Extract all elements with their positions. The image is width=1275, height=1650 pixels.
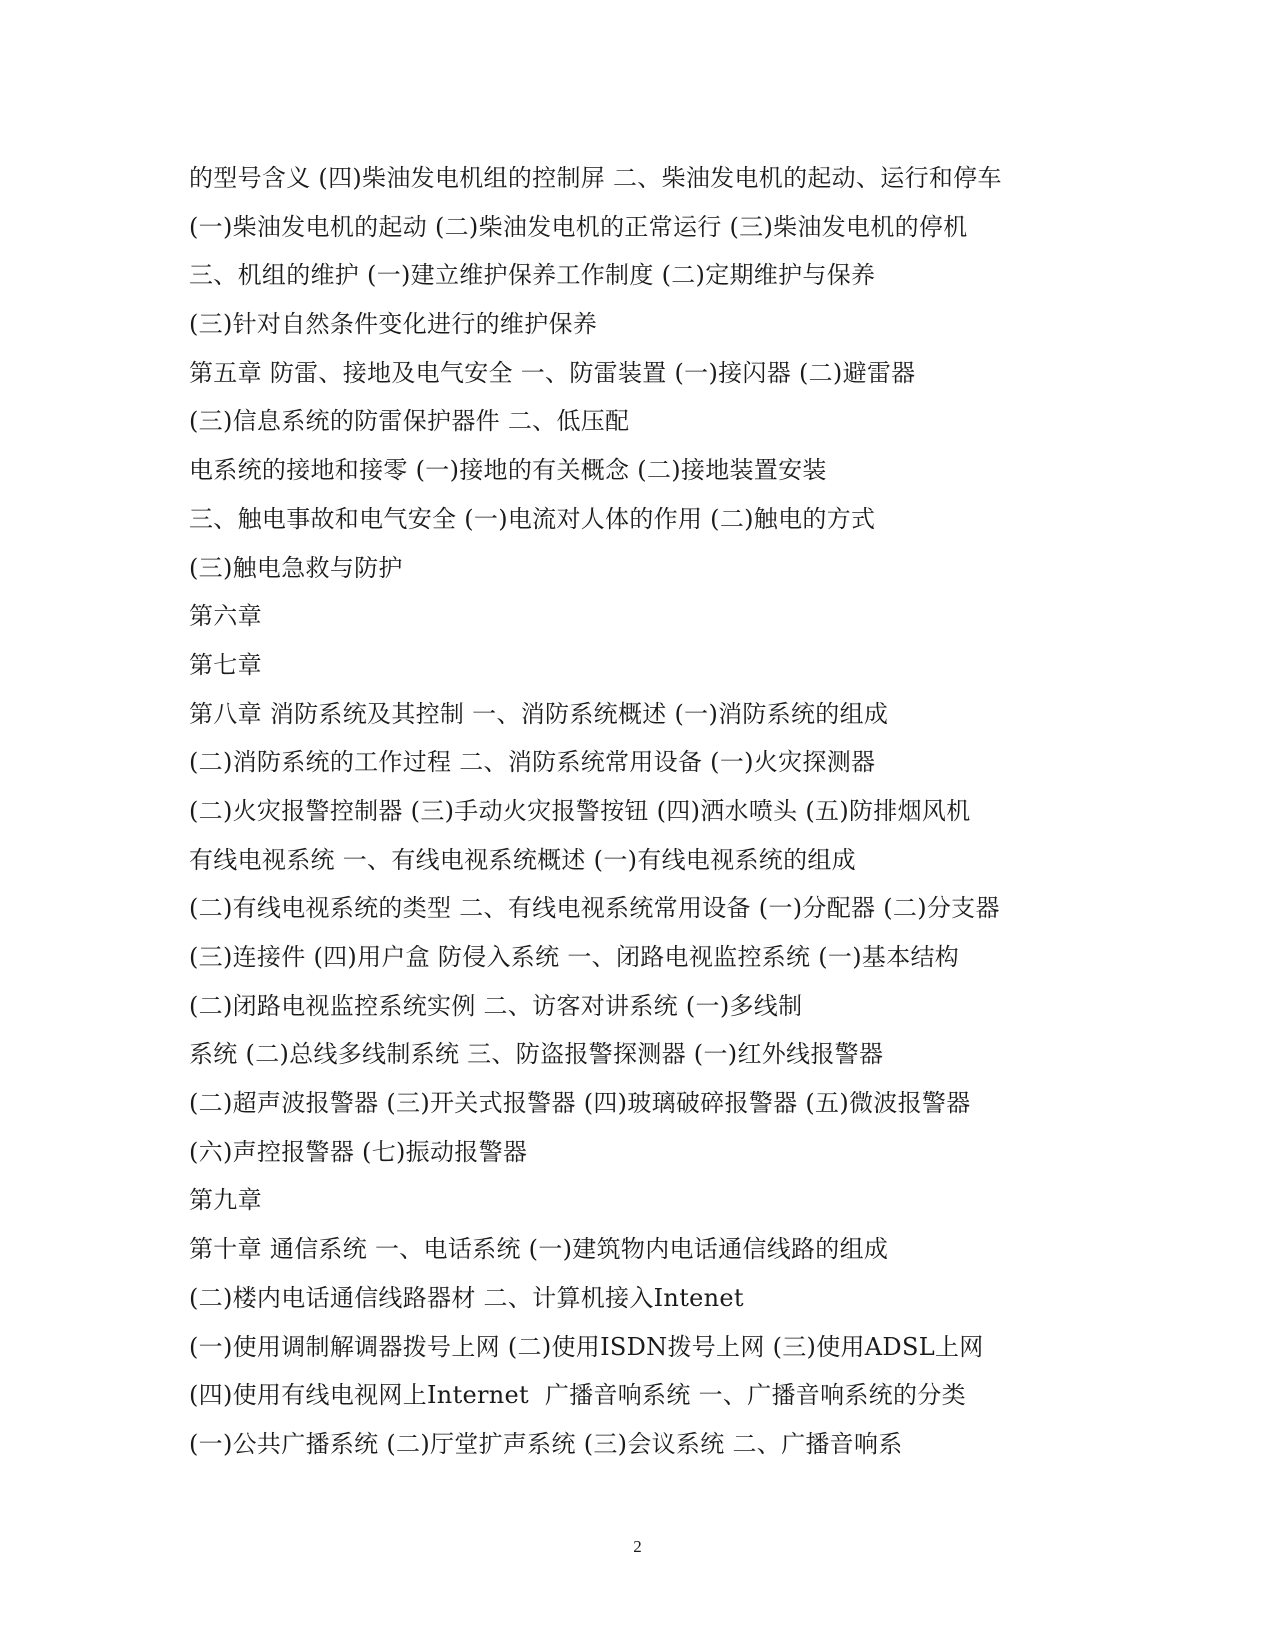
text-line: 有线电视系统 一、有线电视系统概述 (一)有线电视系统的组成 xyxy=(189,845,856,874)
text-line: (三)针对自然条件变化进行的维护保养 xyxy=(189,310,598,339)
text-line: (三)触电急救与防护 xyxy=(189,553,403,582)
page-body xyxy=(189,154,1089,1469)
text-line: (二)消防系统的工作过程 二、消防系统常用设备 (一)火灾探测器 xyxy=(189,748,876,777)
page-number: 2 xyxy=(633,1537,642,1556)
chapter-line: 第八章 消防系统及其控制 一、消防系统概述 (一)消防系统的组成 xyxy=(189,699,889,728)
text-line: (二)火灾报警控制器 (三)手动火灾报警按钮 (四)洒水喷头 (五)防排烟风机 xyxy=(189,796,971,825)
text-line: 三、机组的维护 (一)建立维护保养工作制度 (二)定期维护与保养 xyxy=(189,261,876,290)
text-line: (一)使用调制解调器拨号上网 (二)使用ISDN拨号上网 (三)使用ADSL上网 xyxy=(189,1332,984,1361)
text-line: (一)柴油发电机的起动 (二)柴油发电机的正常运行 (三)柴油发电机的停机 xyxy=(189,212,968,241)
text-line: 的型号含义 (四)柴油发电机组的控制屏 二、柴油发电机的起动、运行和停车 xyxy=(189,164,1002,192)
text-line: (一)公共广播系统 (二)厅堂扩声系统 (三)会议系统 二、广播音响系 xyxy=(189,1429,903,1458)
text-line: (三)连接件 (四)用户盒 防侵入系统 一、闭路电视监控系统 (一)基本结构 xyxy=(189,943,960,971)
text-line: 电系统的接地和接零 (一)接地的有关概念 (二)接地装置安装 xyxy=(189,456,827,485)
chapter-line: 第五章 防雷、接地及电气安全 一、防雷装置 (一)接闪器 (二)避雷器 xyxy=(189,358,916,387)
chapter-line: 第十章 通信系统 一、电话系统 (一)建筑物内电话通信线路的组成 xyxy=(189,1235,889,1264)
text-line: (六)声控报警器 (七)振动报警器 xyxy=(189,1137,528,1166)
text-line: 系统 (二)总线多线制系统 三、防盗报警探测器 (一)红外线报警器 xyxy=(189,1040,884,1069)
text-line: (二)有线电视系统的类型 二、有线电视系统常用设备 (一)分配器 (二)分支器 xyxy=(189,894,1000,923)
text-line: (二)楼内电话通信线路器材 二、计算机接入Intenet xyxy=(189,1283,744,1312)
text-line: (二)闭路电视监控系统实例 二、访客对讲系统 (一)多线制 xyxy=(189,991,803,1020)
chapter-line: 第九章 xyxy=(189,1186,262,1215)
chapter-line: 第七章 xyxy=(189,650,262,679)
text-line: 三、触电事故和电气安全 (一)电流对人体的作用 (二)触电的方式 xyxy=(189,504,876,533)
chapter-line: 第六章 xyxy=(189,602,262,631)
text-line: (四)使用有线电视网上Internet 广播音响系统 一、广播音响系统的分类 xyxy=(189,1381,966,1410)
text-line: (三)信息系统的防雷保护器件 二、低压配 xyxy=(189,407,630,436)
text-line: (二)超声波报警器 (三)开关式报警器 (四)玻璃破碎报警器 (五)微波报警器 xyxy=(189,1089,971,1118)
